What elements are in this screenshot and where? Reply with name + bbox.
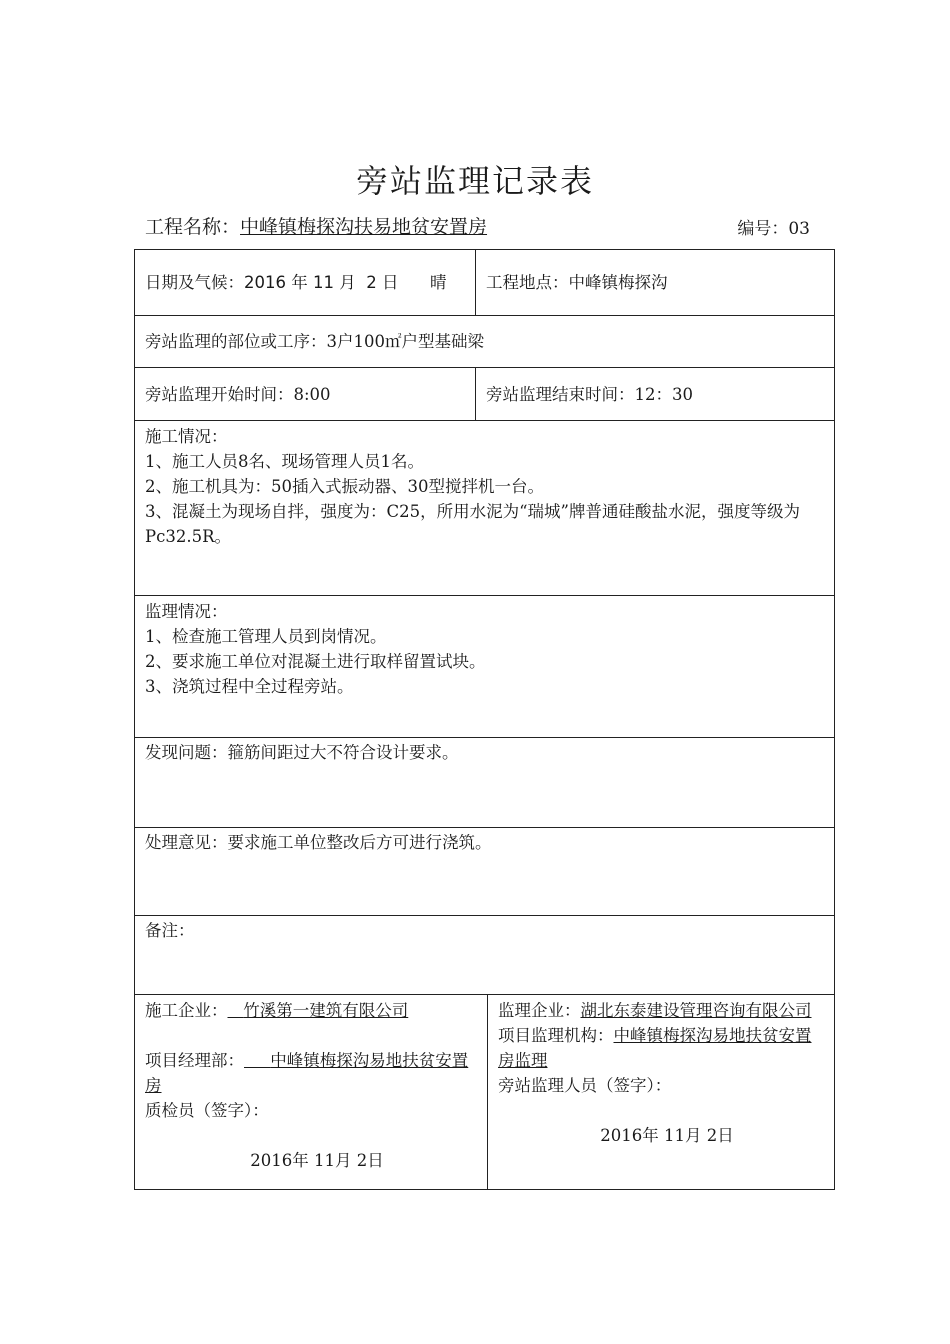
project-name-value: 中峰镇梅探沟扶易地贫安置房 [240,216,488,238]
supervision-line: 1、检查施工管理人员到岗情况。 [145,627,387,646]
project-line [145,212,810,239]
construction-label: 施工情况： [145,427,228,446]
supervisor-org-label: 项目监理机构： [498,1026,614,1045]
row-date-location [135,250,835,316]
contractor-inspector-label: 质检员（签字）： [145,1101,269,1120]
construction-line: 1、施工人员8名、现场管理人员1名。 [145,452,424,471]
supervisor-org-value: 中峰镇梅探沟易地扶贫安置房监理 [498,1026,812,1070]
location-label: 工程地点： [486,273,569,292]
contractor-company-line [145,998,479,1023]
opinion-label: 处理意见： [145,833,228,852]
supervisor-company-line [498,998,826,1023]
contractor-date: 2016年 11月 2日 [250,1151,384,1170]
row-supervision [135,596,835,738]
supervisor-cell [488,995,835,1190]
date-day: 2 [366,273,377,292]
issues-value: 箍筋间距过大不符合设计要求。 [227,743,459,762]
date-year: 2016 [244,273,286,292]
weather-value: 晴 [429,273,447,292]
date-month: 11 [313,273,334,292]
construction-cell [135,421,835,596]
end-time-label: 旁站监理结束时间： [486,384,635,404]
row-signatures [135,995,835,1190]
row-issues [135,738,835,828]
contractor-company-value [228,1001,409,1020]
date-weather-label: 日期及气候： [145,273,244,292]
end-time-value: 12：30 [634,384,693,404]
row-part [135,316,835,368]
construction-line: 2、施工机具为：50插入式振动器、30型搅拌机一台。 [145,477,544,496]
supervisor-date: 2016年 11月 2日 [600,1126,734,1145]
project-name-label: 工程名称： [145,216,241,238]
opinion-cell [135,828,835,916]
contractor-company-label: 施工企业： [145,1001,228,1020]
remarks-cell [135,916,835,995]
row-opinion [135,828,835,916]
date-weather-cell: 日期及气候：2016 年 11 月 2 日 晴 [135,250,476,316]
record-table [134,249,835,1190]
record-number [737,214,810,239]
part-value: 3户100㎡户型基础梁 [326,332,484,351]
location-cell [476,250,835,316]
record-number-value: 03 [788,219,810,239]
opinion-value: 要求施工单位整改后方可进行浇筑。 [227,833,492,852]
construction-line: 3、混凝土为现场自拌，强度为：C25，所用水泥为“瑞城”牌普通硅酸盐水泥，强度等级为Pc32.5R。 [145,502,800,546]
contractor-cell [135,995,488,1190]
row-times [135,368,835,421]
start-time-cell [135,368,476,421]
start-time-value: 8:00 [293,384,331,404]
supervision-line: 3、浇筑过程中全过程旁站。 [145,677,354,696]
remarks-label: 备注： [145,921,195,940]
record-number-label: 编号： [737,219,789,239]
location-value: 中峰镇梅探沟 [568,273,668,292]
contractor-pm-line [145,1048,479,1098]
page-title: 旁站监理记录表 [355,162,594,200]
issues-cell [135,738,835,828]
row-remarks [135,916,835,995]
supervisor-company-value: 湖北东泰建设管理咨询有限公司 [580,1001,812,1020]
issues-label: 发现问题： [145,743,228,762]
row-construction [135,421,835,596]
contractor-pm-label: 项目经理部： [145,1051,244,1070]
supervisor-company-label: 监理企业： [498,1001,581,1020]
supervision-line: 2、要求施工单位对混凝土进行取样留置试块。 [145,652,486,671]
supervisor-person-label: 旁站监理人员（签字）： [498,1076,672,1095]
supervision-cell [135,596,835,738]
end-time-cell [476,368,835,421]
part-label: 旁站监理的部位或工序： [145,332,327,351]
supervisor-org-line [498,1023,826,1073]
contractor-company-text: 竹溪第一建筑有限公司 [243,1001,409,1020]
contractor-pm-text: 中峰镇梅探沟易地扶贫安置房 [145,1051,469,1095]
start-time-label: 旁站监理开始时间： [145,384,294,404]
supervision-label: 监理情况： [145,602,228,621]
part-cell [135,316,835,368]
